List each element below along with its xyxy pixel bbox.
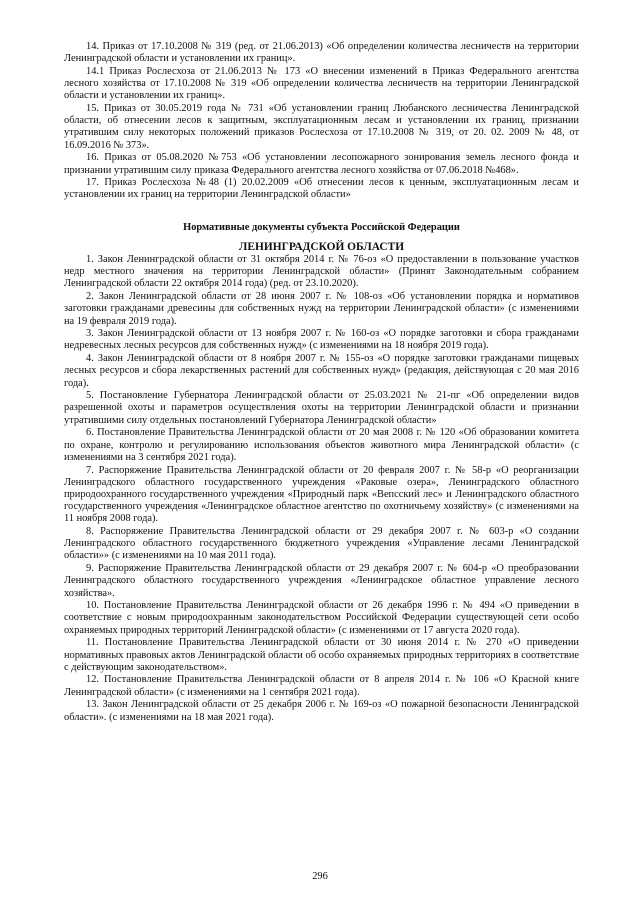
list-item: 4. Закон Ленинградской области от 8 ноября 2007 г. № 155-оз «О порядке заготовки гражданами пищевых лесных ресурсов и сбора лекарственных растений для собственных нужд» (редакция, действующая с 20 мая 2016 года). xyxy=(64,353,579,389)
section-heading: Нормативные документы субъекта Российской Федерации xyxy=(183,221,460,233)
list-item: 16. Приказ от 05.08.2020 №753 «Об установлении лесопожарного зонирования земель лесного фонда и признании утратившим силу приказа Федерального агентства лесного хозяйства от 07.06.2018 №468». xyxy=(64,152,579,176)
list-item: 2. Закон Ленинградской области от 28 июня 2007 г. № 108-оз «Об установлении порядка и нормативов заготовки гражданами древесины для собственных нужд на территории Ленинградской области» (с изменениями на 19 февраля 2019 года). xyxy=(64,291,579,327)
list-item: 17. Приказ Рослесхоза №48 (1) 20.02.2009 «Об отнесении лесов к ценным, эксплуатационным лесам и установлении их границ на территории Ленинградской области» xyxy=(64,177,579,201)
list-item: 1. Закон Ленинградской области от 31 октября 2014 г. № 76-оз «О предоставлении в пользование участков недр местного значения на территории Ленинградской области» (Принят Законодательным собранием Ленинградской области 22 октября 2014 года) (ред. от 23.10.2020). xyxy=(64,254,579,290)
list-item: 7. Распоряжение Правительства Ленинградской области от 20 февраля 2007 г. № 58-р «О реорганизации Ленинградского областного государственного учреждения «Раковые озера», Ленинградского областного природоохранного государственного учреждения «Природный парк «Вепсский лес» и Ленинградского областного государственного учреждения «Ленинградское областное агентство по охотничьему хозяйству» (с изменениями на 11 ноября 2008 года). xyxy=(64,464,579,525)
list-item: 10. Постановление Правительства Ленинградской области от 26 декабря 1996 г. № 494 «О приведении в соответствие с новым природоохранным законодательством Российской Федерации существующей сети особо охраняемых природных территорий Ленинградской области» (с изменениями от 17 августа 2020 года). xyxy=(64,600,579,636)
regional-documents-list xyxy=(64,254,579,724)
list-item: 8. Распоряжение Правительства Ленинградской области от 29 декабря 2007 г. № 603-р «О создании Ленинградского областного государственного бюджетного учреждения «Управление лесами Ленинградской области»» (с изменениями на 10 мая 2011 года). xyxy=(64,526,579,562)
list-item: 13. Закон Ленинградской области от 25 декабря 2006 г. № 169-оз «О пожарной безопасности Ленинградской области». (с изменениями на 18 мая 2021 года). xyxy=(64,699,579,723)
list-item: 11. Постановление Правительства Ленинградской области от 30 июня 2014 г. № 270 «О приведении нормативных правовых актов Ленинградской области об особо охраняемых природных территориях в соответствие с действующим законодательством». xyxy=(64,637,579,673)
page-number: 296 xyxy=(312,871,328,882)
list-item: 9. Распоряжение Правительства Ленинградской области от 29 декабря 2007 г. № 604-р «О преобразовании Ленинградского областного государственного учреждения «Ленинградское областное управление лесного хозяйства». xyxy=(64,563,579,599)
list-item: 6. Постановление Правительства Ленинградской области от 20 мая 2008 г. № 120 «Об образовании комитета по охране, контролю и регулированию использования объектов животного мира Ленинградской области» (с изменениями на 3 сентября 2021 года). xyxy=(64,427,579,463)
list-item: 3. Закон Ленинградской области от 13 ноября 2007 г. № 160-оз «О порядке заготовки и сбора гражданами недревесных лесных ресурсов для собственных нужд» (с изменениями на 18 ноября 2019 года). xyxy=(64,328,579,352)
list-item: 12. Постановление Правительства Ленинградской области от 8 апреля 2014 г. № 106 «О Красной книге Ленинградской области» (с изменениями на 1 сентября 2021 года). xyxy=(64,674,579,698)
list-item: 5. Постановление Губернатора Ленинградской области от 25.03.2021 № 21-пг «Об определении видов разрешенной охоты и параметров осуществления охоты на территории Ленинградской области и признании утратившими силу отдельных постановлений Губернатора Ленинградской области» xyxy=(64,390,579,426)
list-item: 14. Приказ от 17.10.2008 № 319 (ред. от 21.06.2013) «Об определении количества лесничеств на территории Ленинградской области и установлении их границ». xyxy=(64,41,579,65)
list-item: 15. Приказ от 30.05.2019 года № 731 «Об установлении границ Любанского лесничества Ленинградской области, об отнесении лесов к защитным, эксплуатационным лесам и установлении их границ, признании утратившим силу некоторых положений приказов Рослесхоза от 17.10.2008 № 319, от 20. 02. 2009 № 48, от 16.09.2016 № 373». xyxy=(64,103,579,151)
region-title: ЛЕНИНГРАДСКОЙ ОБЛАСТИ xyxy=(238,240,405,253)
federal-documents-list xyxy=(64,41,579,202)
list-item: 14.1 Приказ Рослесхоза от 21.06.2013 № 173 «О внесении изменений в Приказ Федерального агентства лесного хозяйства от 17.10.2008 № 319 «Об определении количества лесничеств на территории Ленинградской области и установлении их границ». xyxy=(64,65,579,102)
